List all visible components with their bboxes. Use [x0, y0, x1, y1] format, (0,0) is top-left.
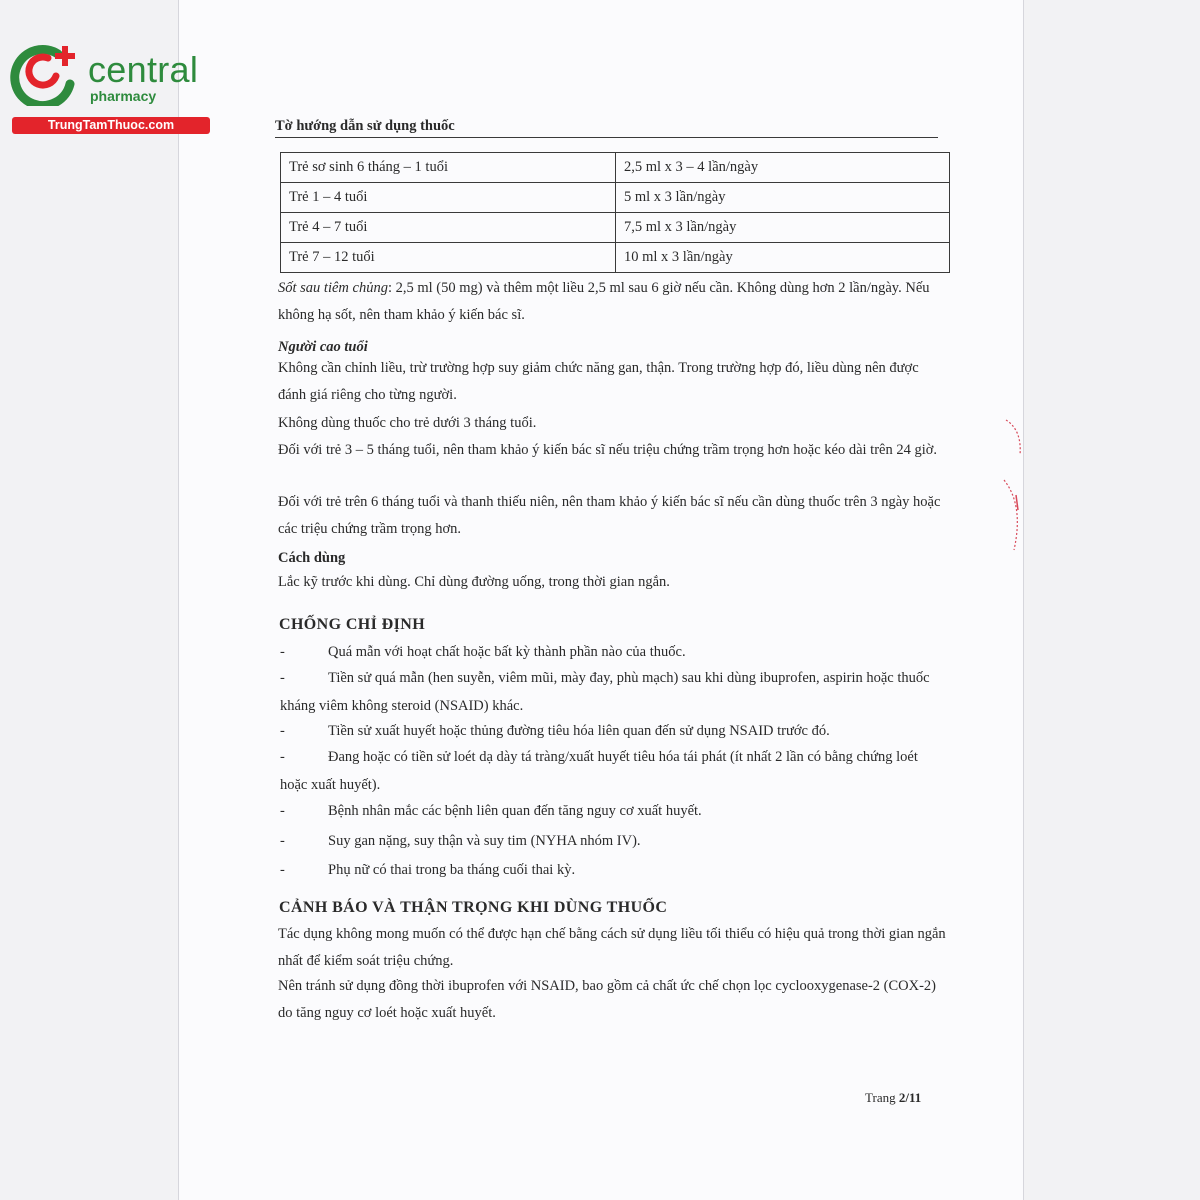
age-cell: Trẻ 4 – 7 tuổi [281, 213, 616, 243]
age-cell: Trẻ 1 – 4 tuổi [281, 183, 616, 213]
bullet-dash: - [280, 749, 285, 765]
dose-cell: 10 ml x 3 lần/ngày [616, 243, 950, 273]
contraindications-heading: CHỐNG CHỈ ĐỊNH [279, 616, 426, 633]
logo-subtitle: pharmacy [90, 88, 157, 104]
warnings-heading: CẢNH BÁO VÀ THẬN TRỌNG KHI DÙNG THUỐC [279, 899, 668, 916]
table-row [281, 243, 950, 273]
list-item: - Phụ nữ có thai trong ba tháng cuối thai kỳ. [280, 856, 946, 884]
list-item: - Đang hoặc có tiền sử loét dạ dày tá tràng/xuất huyết tiêu hóa tái phát (ít nhất 2 lần có bằng chứng loét hoặc xuất huyết). [280, 743, 946, 799]
list-item: - Tiền sử quá mẫn (hen suyễn, viêm mũi, mày đay, phù mạch) sau khi dùng ibuprofen, aspirin hoặc thuốc kháng viêm không steroid (NSAID) khác. [280, 664, 946, 720]
age3to5-text: Đối với trẻ 3 – 5 tháng tuổi, nên tham khảo ý kiến bác sĩ nếu triệu chứng trầm trọng hơn hoặc kéo dài trên 24 giờ. [278, 442, 938, 458]
document-header: Tờ hướng dẫn sử dụng thuốc [275, 118, 938, 138]
usage-text: Lắc kỹ trước khi dùng. Chỉ dùng đường uống, trong thời gian ngắn. [278, 574, 670, 590]
dose-cell: 5 ml x 3 lần/ngày [616, 183, 950, 213]
bullet-dash: - [280, 644, 285, 660]
dose-cell: 2,5 ml x 3 – 4 lần/ngày [616, 153, 950, 183]
list-item: - Suy gan nặng, suy thận và suy tim (NYHA nhóm IV). [280, 827, 946, 855]
under3-text: Không dùng thuốc cho trẻ dưới 3 tháng tuổi. [278, 415, 537, 431]
vaccine-fever-label: Sốt sau tiêm chủng [278, 280, 388, 296]
warning-paragraph-2: Nên tránh sử dụng đồng thời ibuprofen với NSAID, bao gồm cả chất ức chế chọn lọc cyclooxygenase-2 (COX-2) do tăng nguy cơ loét hoặc xuất huyết. [278, 978, 937, 1021]
elderly-text: Không cần chỉnh liều, trừ trường hợp suy giảm chức năng gan, thận. Trong trường hợp đó, liều dùng nên được đánh giá riêng cho từng người. [278, 360, 919, 403]
bullet-dash: - [280, 833, 285, 849]
page-number-value: 2/11 [898, 1090, 922, 1105]
pharmacy-cross-icon [8, 36, 88, 106]
table-row [281, 213, 950, 243]
dosage-table [280, 152, 950, 273]
stamp-mark [1000, 410, 1030, 560]
bullet-dash: - [280, 862, 285, 878]
age-cell: Trẻ 7 – 12 tuổi [281, 243, 616, 273]
list-item: - Quá mẫn với hoạt chất hoặc bất kỳ thành phần nào của thuốc. [280, 638, 946, 666]
page-label: Trang [865, 1090, 896, 1105]
logo-name: central [88, 49, 199, 90]
bullet-dash: - [280, 670, 285, 686]
logo-url-badge[interactable]: TrungTamThuoc.com [12, 117, 210, 134]
over6-text: Đối với trẻ trên 6 tháng tuổi và thanh thiếu niên, nên tham khảo ý kiến bác sĩ nếu cần dùng thuốc trên 3 ngày hoặc các triệu chứng trầm trọng hơn. [278, 494, 941, 537]
table-row [281, 183, 950, 213]
vaccine-fever-paragraph [278, 275, 946, 329]
bullet-dash: - [280, 723, 285, 739]
table-row [281, 153, 950, 183]
page-number [865, 1090, 921, 1106]
usage-heading: Cách dùng [278, 550, 346, 566]
vaccine-fever-text: : 2,5 ml (50 mg) và thêm một liều 2,5 ml sau 6 giờ nếu cần. Không dùng hơn 2 lần/ngày. Nếu không hạ sốt, nên tham khảo ý kiến bác sĩ. [278, 280, 930, 323]
elderly-heading: Người cao tuổi [278, 339, 368, 355]
list-item: - Tiền sử xuất huyết hoặc thủng đường tiêu hóa liên quan đến sử dụng NSAID trước đó. [280, 717, 946, 745]
age-cell: Trẻ sơ sinh 6 tháng – 1 tuổi [281, 153, 616, 183]
warning-paragraph-1: Tác dụng không mong muốn có thể được hạn chế bằng cách sử dụng liều tối thiểu có hiệu quả trong thời gian ngắn nhất để kiểm soát triệu chứng. [278, 926, 946, 969]
bullet-dash: - [280, 803, 285, 819]
list-item: - Bệnh nhân mắc các bệnh liên quan đến tăng nguy cơ xuất huyết. [280, 797, 946, 825]
dose-cell: 7,5 ml x 3 lần/ngày [616, 213, 950, 243]
